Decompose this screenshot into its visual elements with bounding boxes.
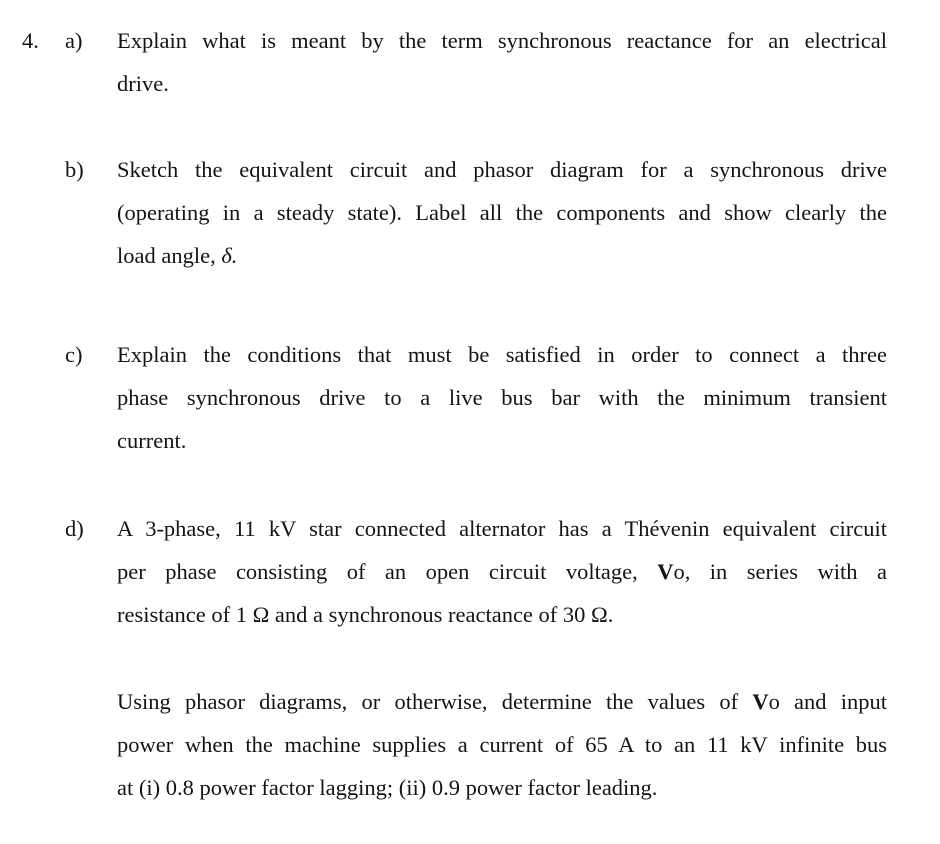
- part-b-line-3: [117, 242, 237, 270]
- part-a-line-2: drive.: [117, 71, 169, 96]
- part-d-para2-line-1: [117, 688, 887, 716]
- part-c-label: c): [65, 342, 83, 367]
- part-d-line-2-tail: , in series with a: [684, 559, 887, 584]
- part-d-line-1: A 3-phase, 11 kV star connected alternator has a Thévenin equivalent circuit: [117, 516, 887, 541]
- part-b-label: b): [65, 157, 84, 182]
- part-d-para2-line-1-text: Using phasor diagrams, or otherwise, determine the values of: [117, 689, 753, 714]
- part-d-line-2: [117, 558, 887, 586]
- part-d-line-2-text: per phase consisting of an open circuit voltage,: [117, 559, 658, 584]
- part-c-line-1: Explain the conditions that must be satisfied in order to connect a three: [117, 342, 887, 367]
- part-a-line-1: Explain what is meant by the term synchronous reactance for an electrical: [117, 28, 887, 53]
- part-c-line-2: phase synchronous drive to a live bus bar with the minimum transient: [117, 385, 887, 410]
- part-b-line-3-text: load angle,: [117, 243, 222, 268]
- part-d-label: d): [65, 516, 84, 541]
- vo-sub-2: o: [768, 689, 780, 714]
- vo-bold: V: [657, 559, 674, 584]
- part-a-label: a): [65, 28, 83, 53]
- delta-symbol: δ.: [221, 243, 238, 268]
- part-d-para2-line-3: at (i) 0.8 power factor lagging; (ii) 0.9 power factor leading.: [117, 775, 658, 800]
- part-b-line-1: Sketch the equivalent circuit and phasor diagram for a synchronous drive: [117, 157, 887, 182]
- part-c-line-3: current.: [117, 428, 187, 453]
- question-number: 4.: [22, 28, 39, 53]
- part-d-para2-line-1-tail: and input: [779, 689, 887, 714]
- part-d-para2-line-2: power when the machine supplies a current of 65 A to an 11 kV infinite bus: [117, 732, 887, 757]
- part-b-line-2: (operating in a steady state). Label all the components and show clearly the: [117, 200, 887, 225]
- vo-sub: o: [673, 559, 685, 584]
- part-d-line-3: resistance of 1 Ω and a synchronous reactance of 30 Ω.: [117, 602, 614, 627]
- vo-bold-2: V: [752, 689, 769, 714]
